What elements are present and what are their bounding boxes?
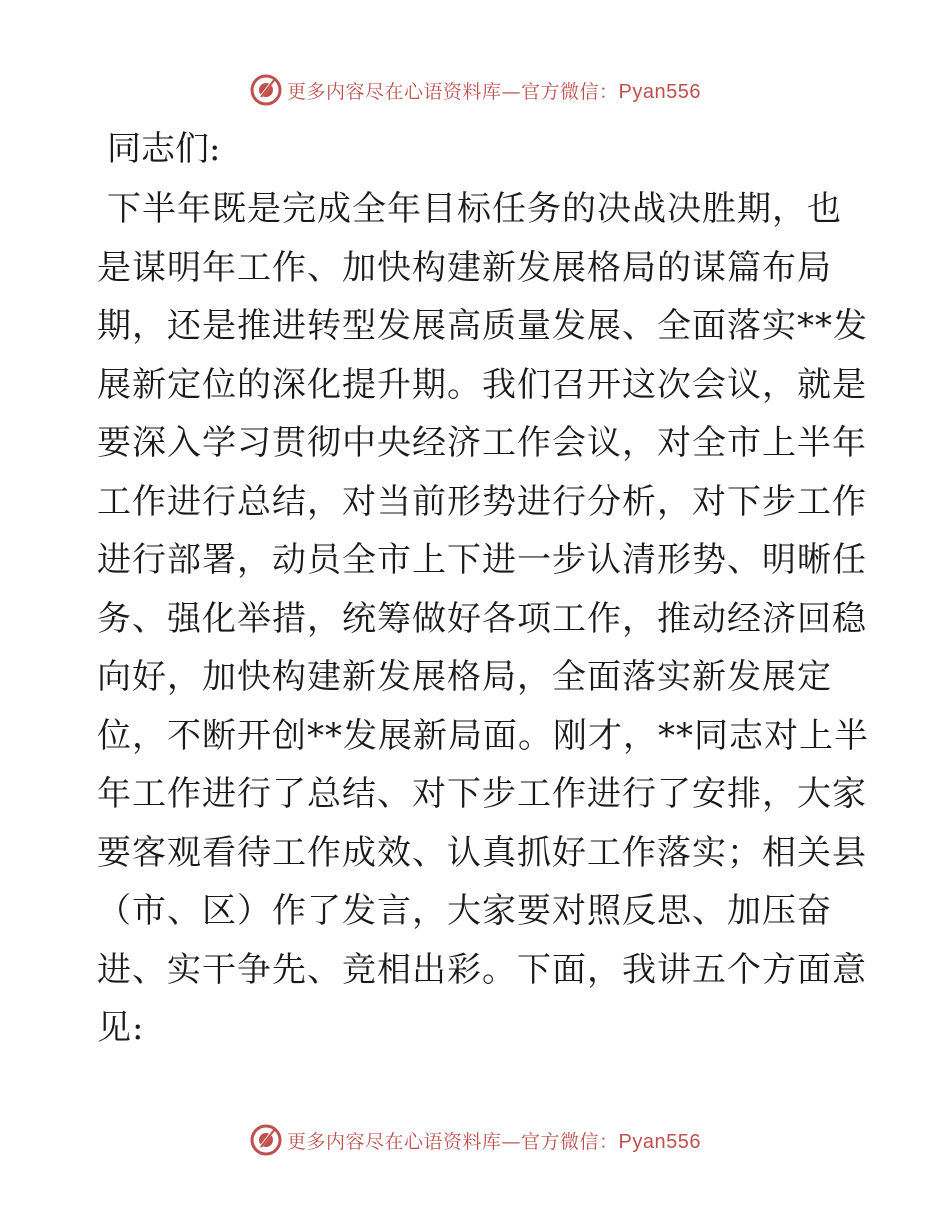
paragraph-line: 进行部署，动员全市上下进一步认清形势、明晰任 <box>97 540 867 580</box>
paragraph-line: 见: <box>97 1008 145 1048</box>
paragraph-line: 工作进行总结，对当前形势进行分析，对下步工作 <box>97 481 867 522</box>
banner-text <box>287 1127 701 1154</box>
banner-wechat-label: 官方微信： <box>521 80 619 103</box>
paragraph-line: 是谋明年工作、加快构建新发展格局的谋篇布局 <box>97 247 832 288</box>
banner-dash: — <box>501 80 522 103</box>
header-banner <box>0 70 950 110</box>
banner-main-text: 更多内容尽在心语资料库 <box>287 1130 502 1153</box>
paragraph-line: 进、实干争先、竞相出彩。下面，我讲五个方面意 <box>97 949 867 990</box>
paragraph-line: 下半年既是完成全年目标任务的决战决胜期，也 <box>107 189 842 229</box>
paragraph-line: 要深入学习贯彻中央经济工作会议，对全市上半年 <box>97 423 867 463</box>
salutation: 同志们: <box>107 129 221 169</box>
paragraph-line: （市、区）作了发言，大家要对照反思、加压奋 <box>97 891 832 931</box>
paragraph-line: 务、强化举措，统筹做好各项工作，推动经济回稳 <box>97 598 867 639</box>
banner-wechat-id: Pyan556 <box>618 80 701 103</box>
banner-dash: — <box>501 1130 522 1153</box>
paragraph-line: 向好，加快构建新发展格局，全面落实新发展定 <box>97 657 832 697</box>
banner-main-text: 更多内容尽在心语资料库 <box>287 80 502 103</box>
banner-wechat-id: Pyan556 <box>618 1130 701 1153</box>
footer-banner <box>0 1120 950 1160</box>
paragraph-line: 位，不断开创**发展新局面。刚才，**同志对上半 <box>97 715 869 756</box>
paragraph-line: 展新定位的深化提升期。我们召开这次会议，就是 <box>97 364 867 405</box>
paragraph <box>97 180 869 1058</box>
brand-logo-icon <box>249 73 283 107</box>
brand-logo-icon <box>249 1123 283 1157</box>
paragraph-line: 要客观看待工作成效、认真抓好工作落实；相关县 <box>97 832 867 873</box>
paragraph-line: 期，还是推进转型发展高质量发展、全面落实**发 <box>97 306 868 346</box>
document-body <box>97 120 869 1058</box>
banner-wechat-label: 官方微信： <box>521 1130 619 1153</box>
paragraph-line: 年工作进行了总结、对下步工作进行了安排，大家 <box>97 774 867 814</box>
banner-text <box>287 77 701 104</box>
